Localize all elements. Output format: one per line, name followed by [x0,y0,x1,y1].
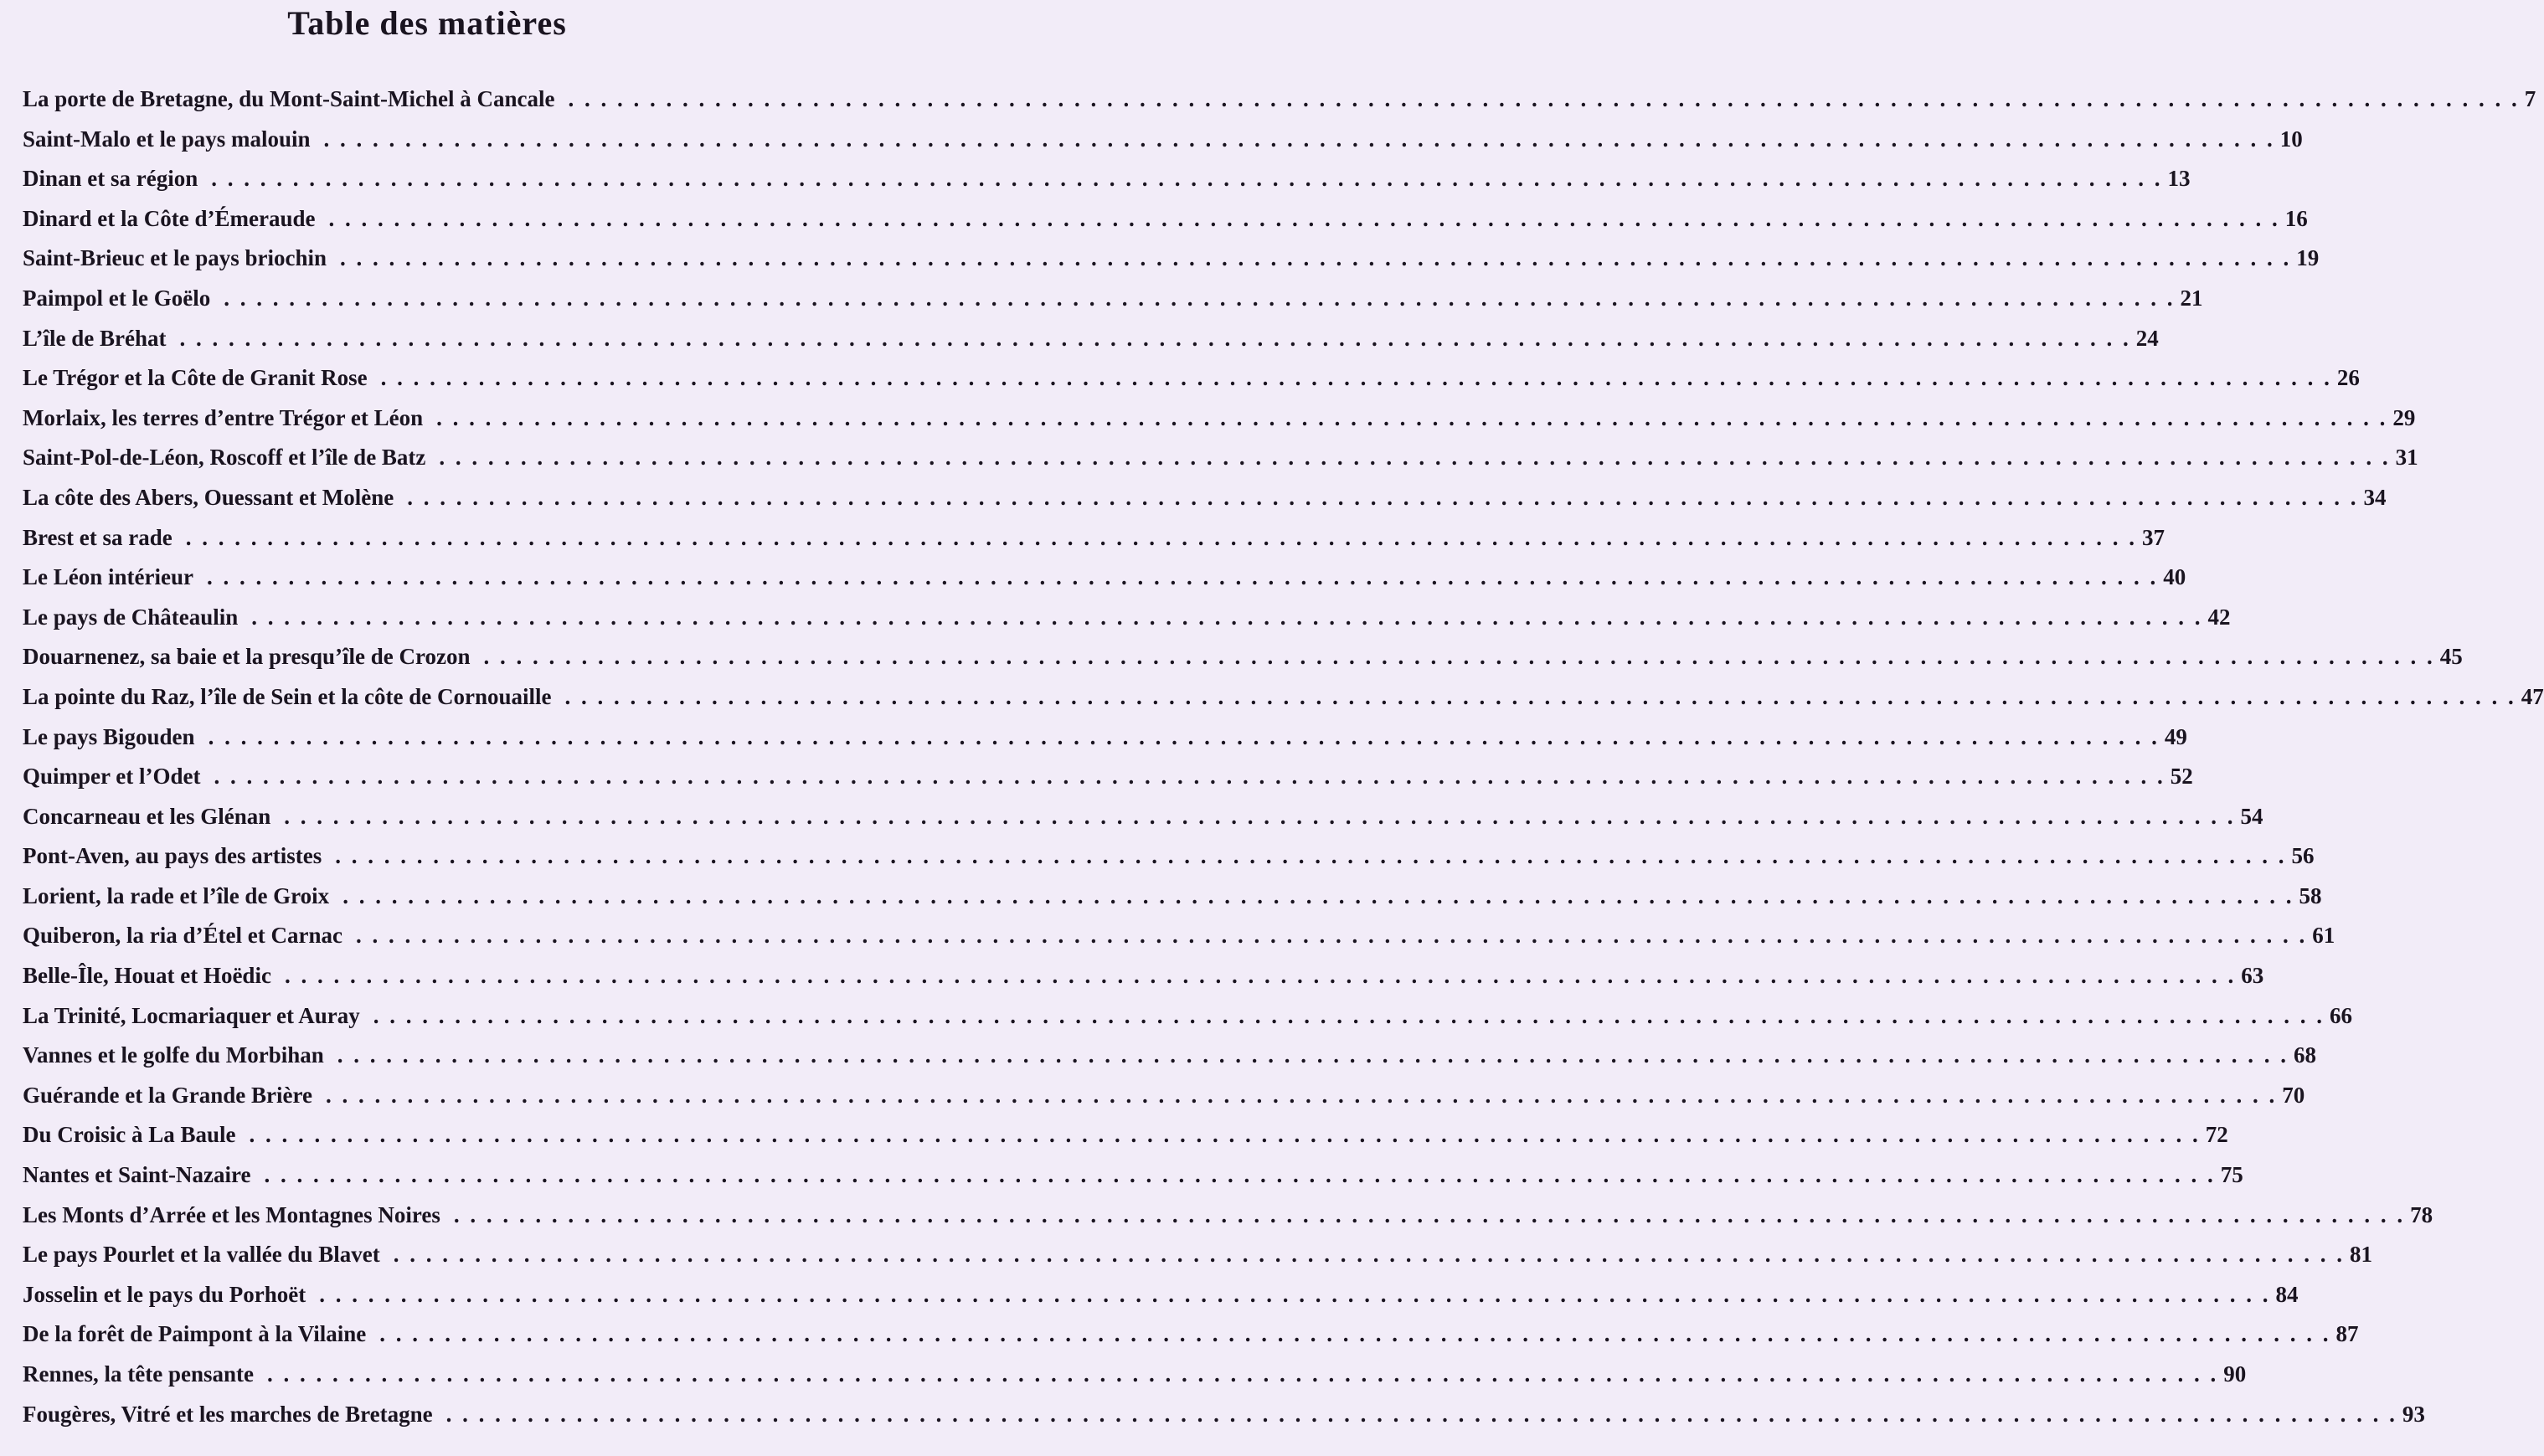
toc-entry-title: Du Croisic à La Baule [23,1122,236,1148]
toc-entry-page-number: 93 [2402,1401,2425,1427]
toc-entry [23,1042,2317,1083]
toc-entry [23,484,2387,525]
toc-entry-title: Guérande et la Grande Brière [23,1082,312,1108]
toc-entry-page-number: 7 [2524,86,2536,111]
toc-entry [23,604,2231,645]
dot-leader: . . . . . . . . . . . . . . . . . . . . . . . . . . . . . . . . . . . . . . . . . . . . . . . . . . . . . . . . . . . . . . . . . . . . . . . . . . . . . . . . . . . . . . . . . . . . . . . . . . . . . . . . . . . . . . . . . . . . . . . . [439,445,2391,471]
toc-entry [23,644,2463,684]
toc-entry-title: Quiberon, la ria d’Étel et Carnac [23,923,342,949]
toc-entry [23,445,2418,485]
toc-entry-title: Quimper et l’Odet [23,764,201,790]
dot-leader: . . . . . . . . . . . . . . . . . . . . . . . . . . . . . . . . . . . . . . . . . . . . . . . . . . . . . . . . . . . . . . . . . . . . . . . . . . . . . . . . . . . . . . . . . . . . . . . . . . . . . . . . . . . . . . . . . . . . . . . . [214,764,2165,790]
toc-entry [23,404,2416,445]
toc-entry [23,1201,2433,1242]
toc-entry-title: Le Léon intérieur [23,564,193,590]
toc-entry [23,285,2203,326]
dot-leader: . . . . . . . . . . . . . . . . . . . . . . . . . . . . . . . . . . . . . . . . . . . . . . . . . . . . . . . . . . . . . . . . . . . . . . . . . . . . . . . . . . . . . . . . . . . . . . . . . . . . . . . . . . . . . . . . . . . . . . . . [266,1361,2219,1387]
toc-entry-page-number: 45 [2439,644,2463,670]
toc-entry-page-number: 21 [2180,285,2203,311]
toc-entry [23,803,2263,844]
toc-entry-page-number: 37 [2141,524,2165,550]
toc-entry [23,1162,2243,1202]
dot-leader: . . . . . . . . . . . . . . . . . . . . . . . . . . . . . . . . . . . . . . . . . . . . . . . . . . . . . . . . . . . . . . . . . . . . . . . . . . . . . . . . . . . . . . . . . . . . . . . . . . . . . . . . . . . . . . . . . . . . . . . . [224,285,2176,311]
toc-entry [23,126,2303,167]
dot-leader: . . . . . . . . . . . . . . . . . . . . . . . . . . . . . . . . . . . . . . . . . . . . . . . . . . . . . . . . . . . . . . . . . . . . . . . . . . . . . . . . . . . . . . . . . . . . . . . . . . . . . . . . . . . . . . . . . . . . . . . . [380,365,2332,391]
toc-entry-title: Saint-Brieuc et le pays briochin [23,245,327,271]
toc-entry [23,166,2191,206]
dot-leader: . . . . . . . . . . . . . . . . . . . . . . . . . . . . . . . . . . . . . . . . . . . . . . . . . . . . . . . . . . . . . . . . . . . . . . . . . . . . . . . . . . . . . . . . . . . . . . . . . . . . . . . . . . . . . . . . . . . . . . . . [185,524,2137,550]
toc-entry-page-number: 16 [2284,205,2308,231]
toc-entry-page-number: 13 [2167,166,2191,192]
toc-entry [23,764,2193,804]
toc-entry-page-number: 26 [2336,365,2360,391]
toc-entry-title: Nantes et Saint-Nazaire [23,1162,251,1188]
dot-leader: . . . . . . . . . . . . . . . . . . . . . . . . . . . . . . . . . . . . . . . . . . . . . . . . . . . . . . . . . . . . . . . . . . . . . . . . . . . . . . . . . . . . . . . . . . . . . . . . . . . . . . . . . . . . . . . . . . . . . . . . [249,1122,2201,1148]
toc-entry [23,882,2322,924]
dot-leader: . . . . . . . . . . . . . . . . . . . . . . . . . . . . . . . . . . . . . . . . . . . . . . . . . . . . . . . . . . . . . . . . . . . . . . . . . . . . . . . . . . . . . . . . . . . . . . . . . . . . . . . . . . . . . . . . . . . . . . . . [436,404,2388,430]
dot-leader: . . . . . . . . . . . . . . . . . . . . . . . . . . . . . . . . . . . . . . . . . . . . . . . . . . . . . . . . . . . . . . . . . . . . . . . . . . . . . . . . . . . . . . . . . . . . . . . . . . . . . . . . . . . . . . . . . . . . . . . . [251,604,2203,630]
toc-entry-page-number: 63 [2241,963,2264,989]
table-of-contents [23,86,2544,1441]
toc-entry-page-number: 70 [2282,1082,2305,1108]
toc-entry-page-number: 24 [2135,325,2159,351]
dot-leader: . . . . . . . . . . . . . . . . . . . . . . . . . . . . . . . . . . . . . . . . . . . . . . . . . . . . . . . . . . . . . . . . . . . . . . . . . . . . . . . . . . . . . . . . . . . . . . . . . . . . . . . . . . . . . . . . . . . . . . . . [355,923,2308,949]
toc-entry-title: Belle-Île, Houat et Hoëdic [23,963,271,989]
toc-entry-title: Le Trégor et la Côte de Granit Rose [23,365,368,391]
dot-leader: . . . . . . . . . . . . . . . . . . . . . . . . . . . . . . . . . . . . . . . . . . . . . . . . . . . . . . . . . . . . . . . . . . . . . . . . . . . . . . . . . . . . . . . . . . . . . . . . . . . . . . . . . . . . . . . . . . . . . . . . [445,1401,2397,1427]
dot-leader: . . . . . . . . . . . . . . . . . . . . . . . . . . . . . . . . . . . . . . . . . . . . . . . . . . . . . . . . . . . . . . . . . . . . . . . . . . . . . . . . . . . . . . . . . . . . . . . . . . . . . . . . . . . . . . . . . . . . . . . . [453,1201,2406,1227]
dot-leader: . . . . . . . . . . . . . . . . . . . . . . . . . . . . . . . . . . . . . . . . . . . . . . . . . . . . . . . . . . . . . . . . . . . . . . . . . . . . . . . . . . . . . . . . . . . . . . . . . . . . . . . . . . . . . . . . . . . . . . . . [325,1082,2278,1108]
toc-entry [23,843,2315,883]
dot-leader: . . . . . . . . . . . . . . . . . . . . . . . . . . . . . . . . . . . . . . . . . . . . . . . . . . . . . . . . . . . . . . . . . . . . . . . . . . . . . . . . . . . . . . . . . . . . . . . . . . . . . . . . . . . . . . . . . . . . . . . . [211,166,2163,192]
toc-entry-page-number: 29 [2392,404,2416,430]
dot-leader: . . . . . . . . . . . . . . . . . . . . . . . . . . . . . . . . . . . . . . . . . . . . . . . . . . . . . . . . . . . . . . . . . . . . . . . . . . . . . . . . . . . . . . . . . . . . . . . . . . . . . . . . . . . . . . . . . . . . . . . . [323,126,2275,152]
toc-entry-page-number: 19 [2296,245,2320,271]
toc-entry [23,963,2264,1003]
toc-entry [23,524,2165,565]
dot-leader: . . . . . . . . . . . . . . . . . . . . . . . . . . . . . . . . . . . . . . . . . . . . . . . . . . . . . . . . . . . . . . . . . . . . . . . . . . . . . . . . . . . . . . . . . . . . . . . . . . . . . . . . . . . . . . . . . . . . . . . . [483,644,2435,670]
dot-leader: . . . . . . . . . . . . . . . . . . . . . . . . . . . . . . . . . . . . . . . . . . . . . . . . . . . . . . . . . . . . . . . . . . . . . . . . . . . . . . . . . . . . . . . . . . . . . . . . . . . . . . . . . . . . . . . . . . . . . . . . [335,843,2287,869]
toc-entry [23,245,2320,286]
dot-leader: . . . . . . . . . . . . . . . . . . . . . . . . . . . . . . . . . . . . . . . . . . . . . . . . . . . . . . . . . . . . . . . . . . . . . . . . . . . . . . . . . . . . . . . . . . . . . . . . . . . . . . . . . . . . . . . . . . . . . . . . [373,1002,2325,1028]
dot-leader: . . . . . . . . . . . . . . . . . . . . . . . . . . . . . . . . . . . . . . . . . . . . . . . . . . . . . . . . . . . . . . . . . . . . . . . . . . . . . . . . . . . . . . . . . . . . . . . . . . . . . . . . . . . . . . . . . . . . . . . . [179,325,2131,351]
dot-leader: . . . . . . . . . . . . . . . . . . . . . . . . . . . . . . . . . . . . . . . . . . . . . . . . . . . . . . . . . . . . . . . . . . . . . . . . . . . . . . . . . . . . . . . . . . . . . . . . . . . . . . . . . . . . . . . . . . . . . . . . [208,723,2160,749]
toc-entry-title: La Trinité, Locmariaquer et Auray [23,1002,360,1028]
dot-leader: . . . . . . . . . . . . . . . . . . . . . . . . . . . . . . . . . . . . . . . . . . . . . . . . . . . . . . . . . . . . . . . . . . . . . . . . . . . . . . . . . . . . . . . . . . . . . . . . . . . . . . . . . . . . . . . . . . . . . . . . [340,245,2292,271]
toc-entry-title: La porte de Bretagne, du Mont-Saint-Michel à Cancale [23,86,555,111]
toc-entry-page-number: 47 [2521,683,2544,709]
toc-entry [23,564,2186,605]
toc-entry-title: Brest et sa rade [23,524,173,550]
toc-entry [23,1361,2247,1402]
toc-entry-title: Saint-Malo et le pays malouin [23,126,311,152]
dot-leader: . . . . . . . . . . . . . . . . . . . . . . . . . . . . . . . . . . . . . . . . . . . . . . . . . . . . . . . . . . . . . . . . . . . . . . . . . . . . . . . . . . . . . . . . . . . . . . . . . . . . . . . . . . . . . . . . . . . . . . . . [319,1281,2271,1307]
dot-leader: . . . . . . . . . . . . . . . . . . . . . . . . . . . . . . . . . . . . . . . . . . . . . . . . . . . . . . . . . . . . . . . . . . . . . . . . . . . . . . . . . . . . . . . . . . . . . . . . . . . . . . . . . . . . . . . . . . . . . . . . [568,86,2520,111]
toc-entry-page-number: 87 [2335,1321,2359,1347]
toc-entry-page-number: 10 [2279,126,2303,152]
toc-entry-title: Josselin et le pays du Porhoët [23,1281,306,1307]
toc-entry [23,86,2536,126]
toc-entry-title: Le pays de Châteaulin [23,604,239,630]
toc-entry [23,1242,2372,1282]
toc-entry-title: Pont-Aven, au pays des artistes [23,843,322,869]
toc-entry-title: Les Monts d’Arrée et les Montagnes Noires [23,1201,440,1227]
toc-entry-title: Dinan et sa région [23,166,198,192]
toc-entry [23,723,2187,764]
dot-leader: . . . . . . . . . . . . . . . . . . . . . . . . . . . . . . . . . . . . . . . . . . . . . . . . . . . . . . . . . . . . . . . . . . . . . . . . . . . . . . . . . . . . . . . . . . . . . . . . . . . . . . . . . . . . . . . . . . . . . . . . [206,564,2159,590]
toc-entry-page-number: 42 [2207,604,2231,630]
toc-entry-title: Paimpol et le Goëlo [23,285,211,311]
toc-entry-title: Le pays Pourlet et la vallée du Blavet [23,1242,380,1268]
toc-entry-page-number: 61 [2312,923,2335,949]
dot-leader: . . . . . . . . . . . . . . . . . . . . . . . . . . . . . . . . . . . . . . . . . . . . . . . . . . . . . . . . . . . . . . . . . . . . . . . . . . . . . . . . . . . . . . . . . . . . . . . . . . . . . . . . . . . . . . . . . . . . . . . . [284,963,2237,989]
toc-entry-title: Lorient, la rade et l’île de Groix [23,882,330,908]
dot-leader: . . . . . . . . . . . . . . . . . . . . . . . . . . . . . . . . . . . . . . . . . . . . . . . . . . . . . . . . . . . . . . . . . . . . . . . . . . . . . . . . . . . . . . . . . . . . . . . . . . . . . . . . . . . . . . . . . . . . . . . . [407,484,2359,510]
toc-entry [23,1401,2425,1442]
toc-entry-title: Saint-Pol-de-Léon, Roscoff et l’île de Batz [23,445,426,471]
toc-entry-title: Le pays Bigouden [23,723,195,749]
dot-leader: . . . . . . . . . . . . . . . . . . . . . . . . . . . . . . . . . . . . . . . . . . . . . . . . . . . . . . . . . . . . . . . . . . . . . . . . . . . . . . . . . . . . . . . . . . . . . . . . . . . . . . . . . . . . . . . . . . . . . . . . [564,683,2516,709]
toc-entry [23,1281,2299,1322]
toc-entry [23,365,2360,405]
toc-entry [23,923,2335,963]
toc-entry-title: L’île de Bréhat [23,325,167,351]
dot-leader: . . . . . . . . . . . . . . . . . . . . . . . . . . . . . . . . . . . . . . . . . . . . . . . . . . . . . . . . . . . . . . . . . . . . . . . . . . . . . . . . . . . . . . . . . . . . . . . . . . . . . . . . . . . . . . . . . . . . . . . . [393,1242,2345,1268]
toc-entry-page-number: 75 [2220,1162,2243,1188]
dot-leader: . . . . . . . . . . . . . . . . . . . . . . . . . . . . . . . . . . . . . . . . . . . . . . . . . . . . . . . . . . . . . . . . . . . . . . . . . . . . . . . . . . . . . . . . . . . . . . . . . . . . . . . . . . . . . . . . . . . . . . . . [337,1042,2289,1068]
toc-entry-page-number: 52 [2170,764,2193,790]
toc-entry [23,683,2544,724]
toc-entry-page-number: 90 [2223,1361,2247,1387]
toc-entry-page-number: 72 [2205,1122,2228,1148]
dot-leader: . . . . . . . . . . . . . . . . . . . . . . . . . . . . . . . . . . . . . . . . . . . . . . . . . . . . . . . . . . . . . . . . . . . . . . . . . . . . . . . . . . . . . . . . . . . . . . . . . . . . . . . . . . . . . . . . . . . . . . . . [328,205,2280,231]
toc-entry-page-number: 34 [2363,484,2387,510]
toc-entry-title: Concarneau et les Glénan [23,803,271,829]
toc-entry-page-number: 78 [2410,1201,2433,1227]
toc-entry [23,325,2159,366]
toc-entry-title: Douarnenez, sa baie et la presqu’île de Crozon [23,644,471,670]
toc-entry-page-number: 66 [2329,1002,2352,1028]
toc-entry-page-number: 40 [2163,564,2186,590]
dot-leader: . . . . . . . . . . . . . . . . . . . . . . . . . . . . . . . . . . . . . . . . . . . . . . . . . . . . . . . . . . . . . . . . . . . . . . . . . . . . . . . . . . . . . . . . . . . . . . . . . . . . . . . . . . . . . . . . . . . . . . . . [379,1321,2331,1347]
toc-entry-title: De la forêt de Paimpont à la Vilaine [23,1321,367,1347]
toc-entry-page-number: 58 [2299,882,2322,908]
toc-entry-title: La pointe du Raz, l’île de Sein et la côte de Cornouaille [23,683,552,709]
toc-entry [23,205,2308,246]
toc-entry-page-number: 31 [2395,445,2418,471]
dot-leader: . . . . . . . . . . . . . . . . . . . . . . . . . . . . . . . . . . . . . . . . . . . . . . . . . . . . . . . . . . . . . . . . . . . . . . . . . . . . . . . . . . . . . . . . . . . . . . . . . . . . . . . . . . . . . . . . . . . . . . . . [264,1162,2216,1188]
toc-entry-page-number: 54 [2240,803,2263,829]
toc-entry [23,1321,2359,1361]
toc-entry-page-number: 49 [2164,723,2187,749]
toc-entry-title: Morlaix, les terres d’entre Trégor et Léon [23,404,424,430]
toc-entry-title: Vannes et le golfe du Morbihan [23,1042,324,1068]
dot-leader: . . . . . . . . . . . . . . . . . . . . . . . . . . . . . . . . . . . . . . . . . . . . . . . . . . . . . . . . . . . . . . . . . . . . . . . . . . . . . . . . . . . . . . . . . . . . . . . . . . . . . . . . . . . . . . . . . . . . . . . . [284,803,2236,829]
toc-entry-page-number: 84 [2275,1281,2299,1307]
toc-entry-title: La côte des Abers, Ouessant et Molène [23,484,394,510]
dot-leader: . . . . . . . . . . . . . . . . . . . . . . . . . . . . . . . . . . . . . . . . . . . . . . . . . . . . . . . . . . . . . . . . . . . . . . . . . . . . . . . . . . . . . . . . . . . . . . . . . . . . . . . . . . . . . . . . . . . . . . . . [342,882,2294,908]
toc-entry [23,1122,2228,1162]
toc-entry-page-number: 56 [2291,843,2315,869]
toc-entry-title: Rennes, la tête pensante [23,1361,254,1387]
toc-entry [23,1002,2352,1043]
toc-entry [23,1082,2305,1123]
toc-entry-page-number: 68 [2294,1042,2317,1068]
page-title: Table des matières [287,4,567,42]
toc-entry-page-number: 81 [2349,1242,2372,1268]
toc-entry-title: Dinard et la Côte d’Émeraude [23,205,316,231]
toc-entry-title: Fougères, Vitré et les marches de Bretagne [23,1401,433,1427]
